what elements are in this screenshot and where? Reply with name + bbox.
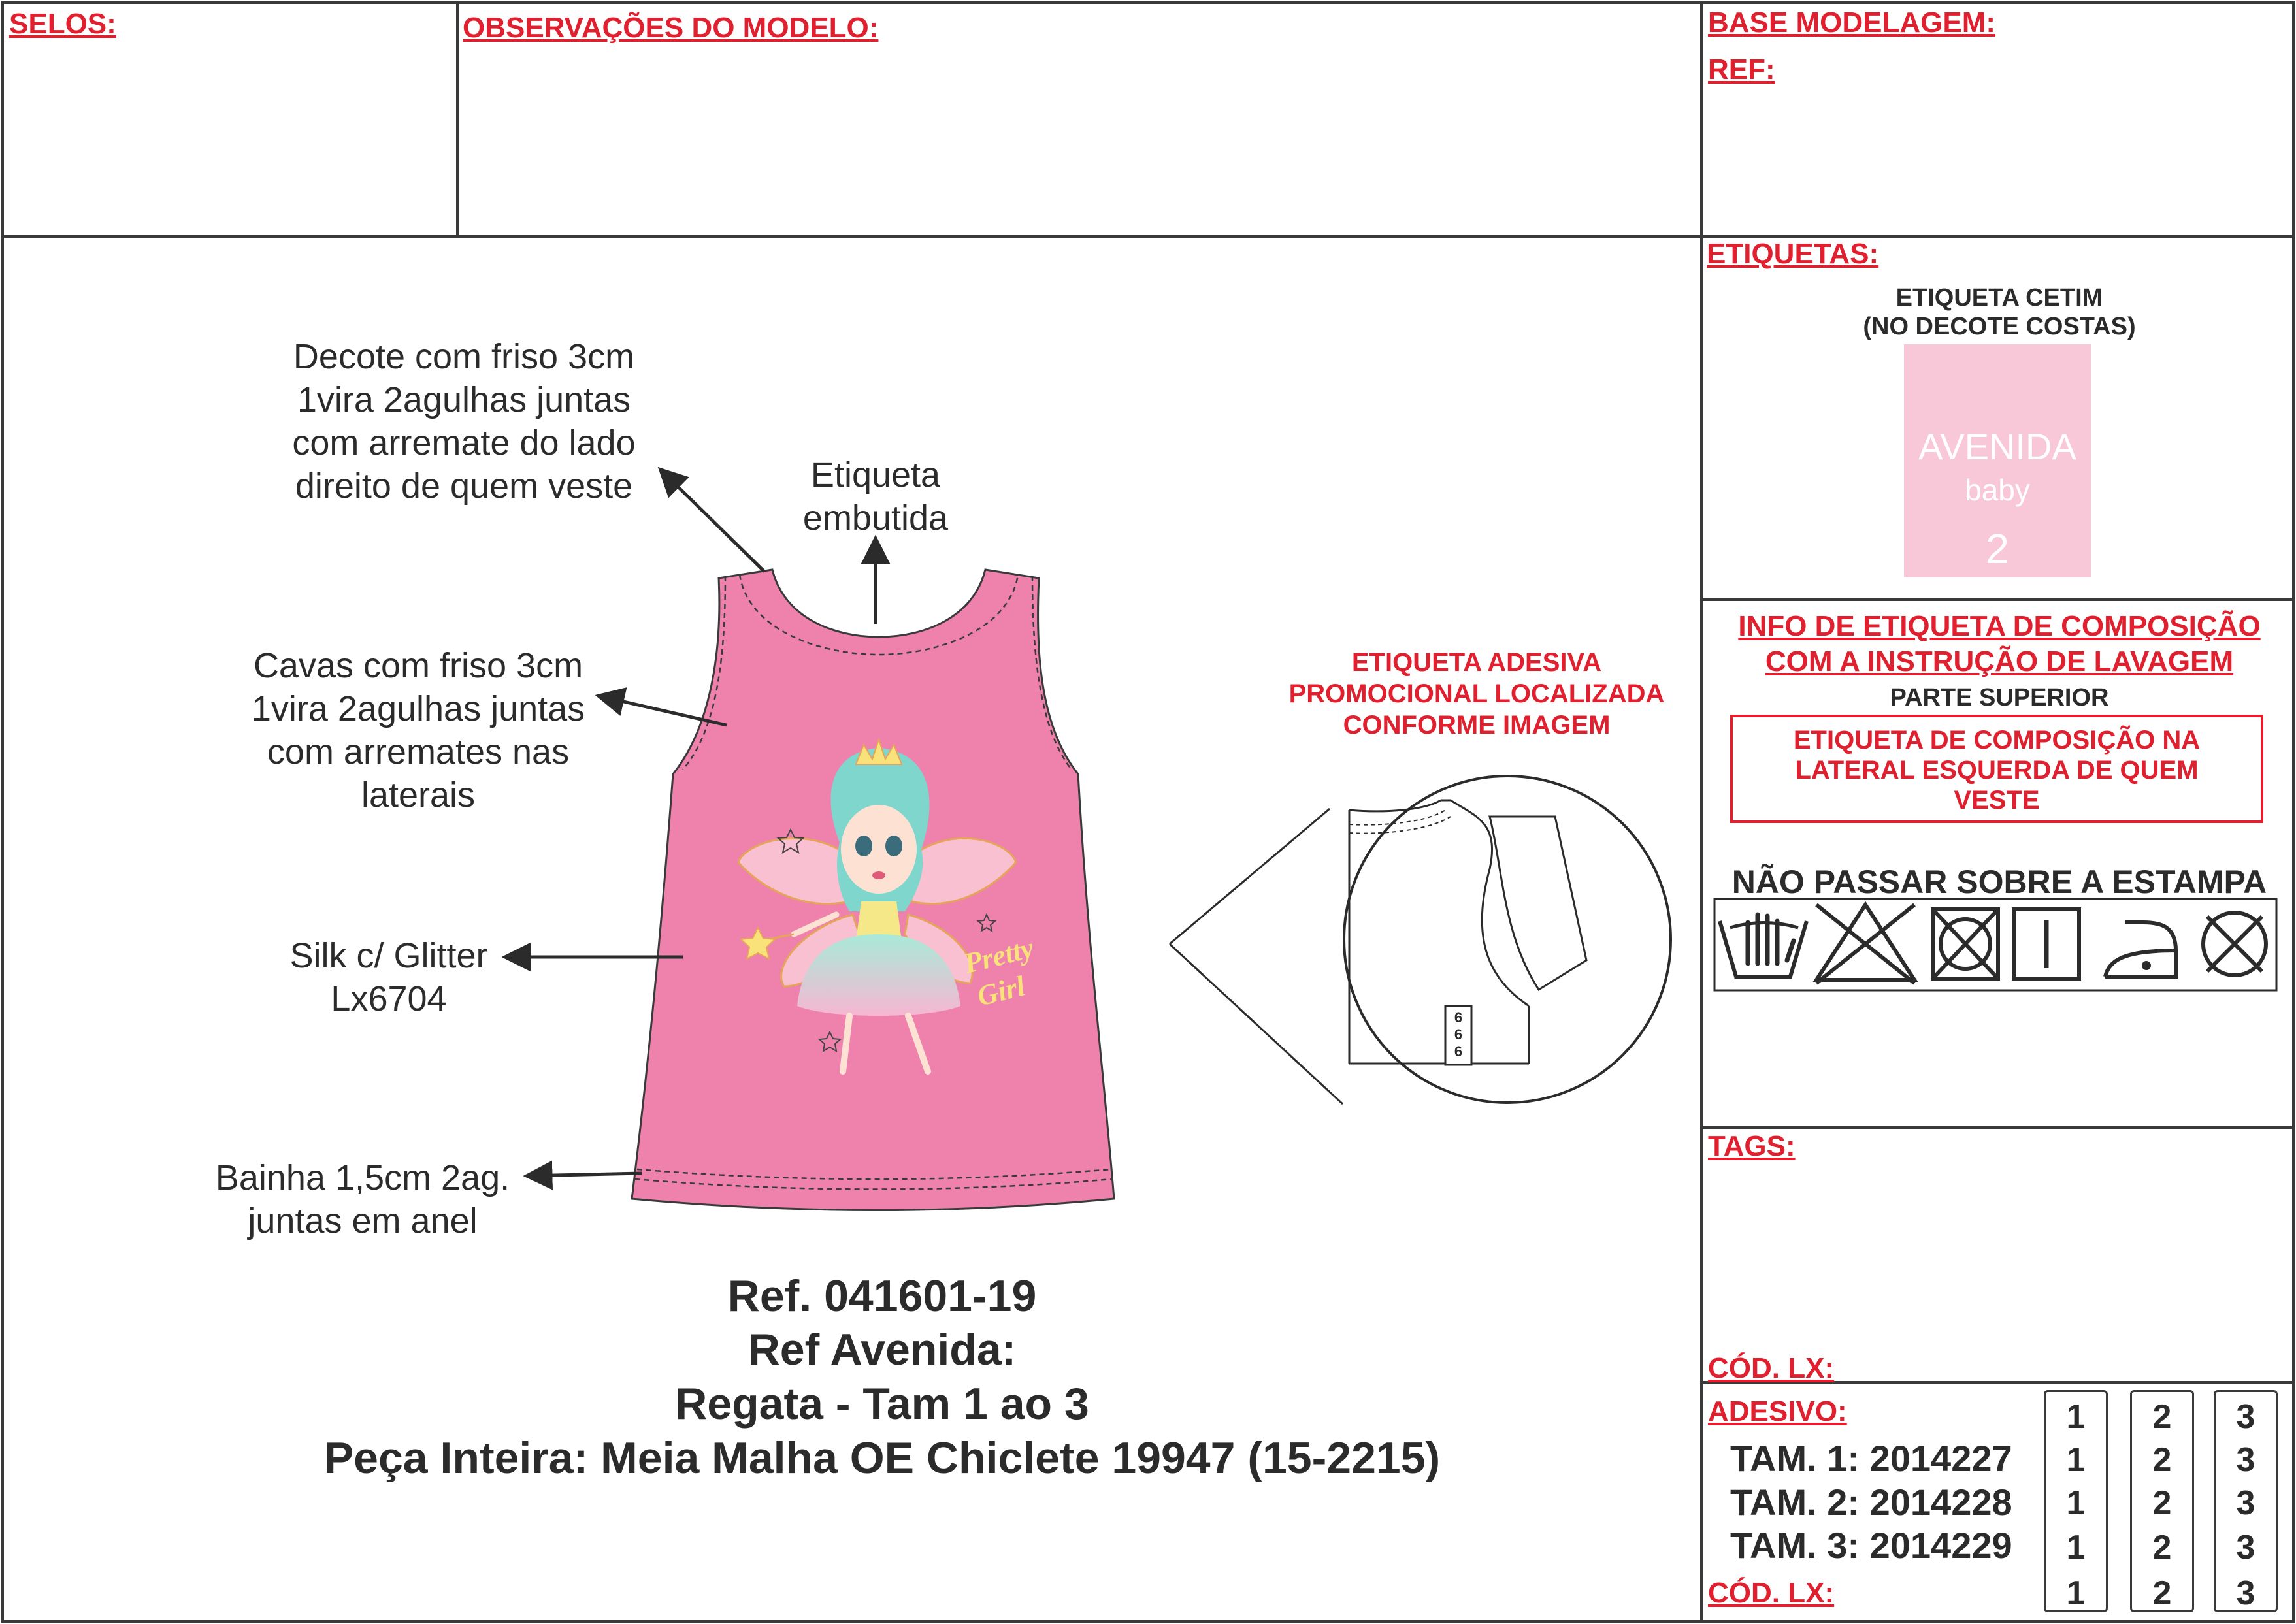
etiquetas-label: ETIQUETAS:: [1707, 238, 1879, 270]
peca-title: Peça Inteira: Meia Malha OE Chiclete 19947 (15-2215): [323, 1433, 1441, 1483]
bainha-arrow: [526, 1173, 642, 1176]
nao-passar-label: NÃO PASSAR SOBRE A ESTAMPA: [1731, 864, 2267, 900]
composicao-box-text: ETIQUETA DE COMPOSIÇÃO NA LATERAL ESQUERDA DE QUEM VESTE: [1793, 726, 2201, 815]
print-text-pretty: Pretty: [960, 932, 1037, 980]
selos-label: SELOS:: [9, 8, 116, 40]
ref-label: REF:: [1708, 54, 1775, 86]
detail-tag-digit: 6: [1454, 1026, 1463, 1043]
cetim-title: ETIQUETA CETIM (NO DECOTE COSTAS): [1863, 284, 2136, 340]
size-cell: 3: [2236, 1441, 2255, 1479]
size-column-3: [2214, 1390, 2278, 1612]
print-text-girl: Girl: [974, 969, 1028, 1013]
adesivo-cod-lx-label: CÓD. LX:: [1708, 1577, 1835, 1609]
observacoes-label: OBSERVAÇÕES DO MODELO:: [463, 12, 879, 44]
size-cell: 1: [2066, 1398, 2086, 1436]
adesivo-label: ADESIVO:: [1708, 1395, 1847, 1427]
size-cell: 2: [2152, 1398, 2172, 1436]
cavas-note: Cavas com friso 3cm 1vira 2agulhas juntas com arremates nas laterais: [251, 646, 585, 815]
cetim-label-size: 2: [1986, 525, 2009, 572]
size-cell: 1: [2066, 1529, 2086, 1567]
size-column-2: [2130, 1390, 2194, 1612]
tags-cod-lx-label: CÓD. LX:: [1708, 1352, 1835, 1384]
parte-superior-label: PARTE SUPERIOR: [1890, 684, 2109, 711]
adesiva-note: ETIQUETA ADESIVA PROMOCIONAL LOCALIZADA CONFORME IMAGEM: [1288, 648, 1665, 739]
size-cell: 2: [2152, 1529, 2172, 1567]
cetim-label-brand: AVENIDA: [1918, 426, 2076, 467]
detail-tag-digit: 6: [1454, 1009, 1463, 1026]
cetim-label-sub: baby: [1965, 473, 2030, 507]
size-cell: 2: [2152, 1441, 2172, 1479]
tags-label: TAGS:: [1708, 1130, 1796, 1162]
size-cell: 3: [2236, 1529, 2255, 1567]
size-cell: 3: [2236, 1398, 2255, 1436]
composicao-title: INFO DE ETIQUETA DE COMPOSIÇÃO COM A INSTRUÇÃO DE LAVAGEM: [1738, 610, 2261, 677]
size-cell: 1: [2066, 1574, 2086, 1612]
ref-title: Ref. 041601-19: [727, 1271, 1037, 1321]
adesivo-row-tam1: TAM. 1: 2014227: [1730, 1438, 2012, 1479]
decote-arrow: [660, 469, 764, 572]
ref-avenida-title: Ref Avenida:: [747, 1325, 1017, 1374]
size-cell: 2: [2152, 1574, 2172, 1612]
etiqueta-embutida-note: Etiqueta embutida: [802, 455, 949, 538]
detail-magnifier: [1170, 776, 1671, 1104]
adesivo-row-tam2: TAM. 2: 2014228: [1730, 1482, 2012, 1523]
size-cell: 2: [2152, 1484, 2172, 1522]
size-cell: 1: [2066, 1484, 2086, 1522]
decote-note: Decote com friso 3cm 1vira 2agulhas juntas com arremate do lado direito de quem veste: [292, 337, 636, 506]
bainha-note: Bainha 1,5cm 2ag. juntas em anel: [215, 1158, 510, 1241]
regata-title: Regata - Tam 1 ao 3: [675, 1379, 1089, 1429]
size-cell: 3: [2236, 1574, 2255, 1612]
no-tumble-dry-icon: [1933, 909, 1998, 979]
size-cell: 3: [2236, 1484, 2255, 1522]
care-symbols-box: [1714, 899, 2276, 990]
silk-note: Silk c/ Glitter Lx6704: [289, 936, 488, 1018]
adesivo-row-tam3: TAM. 3: 2014229: [1730, 1525, 2012, 1566]
size-cell: 1: [2066, 1441, 2086, 1479]
detail-tag-digit: 6: [1454, 1043, 1463, 1060]
base-modelagem-label: BASE MODELAGEM:: [1708, 7, 1995, 39]
size-column-1: [2044, 1390, 2108, 1612]
